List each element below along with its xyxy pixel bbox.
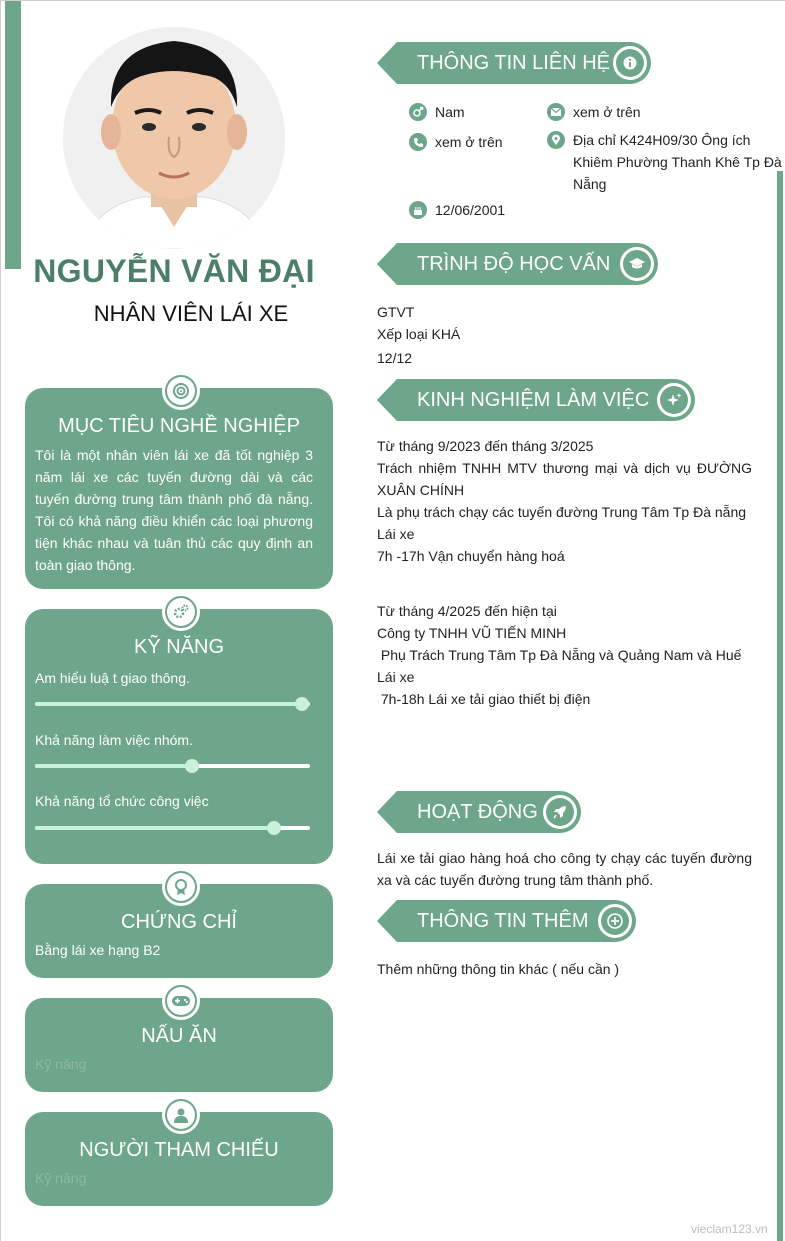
- contact-birthday: [409, 199, 505, 221]
- activities-text: Lái xe tải giao hàng hoá cho công ty chạy các tuyến đường xa và các tuyến đường trung tâm thành phố.: [377, 850, 752, 888]
- skill-fill: [35, 764, 192, 768]
- objective-title: MỤC TIÊU NGHỀ NGHIỆP: [58, 415, 300, 437]
- gamepad-icon: [162, 982, 200, 1020]
- skill-item: [35, 732, 325, 748]
- location-pin-icon: [547, 131, 565, 149]
- certificates-text: Bằng lái xe hạng B2: [35, 942, 161, 958]
- experience-job: [377, 600, 752, 710]
- skill-item: [35, 670, 325, 686]
- certificates-title: CHỨNG CHỈ: [121, 911, 237, 933]
- skills-title: KỸ NĂNG: [133, 636, 225, 658]
- activities-header: [377, 791, 581, 833]
- left-accent-bar: [5, 1, 21, 269]
- job-role: Lái xe: [377, 669, 415, 685]
- job-company: Công ty TNHH VŨ TIẾN MINH: [377, 625, 567, 641]
- skill-knob: [267, 821, 281, 835]
- phone-icon: [409, 133, 427, 151]
- gears-icon: [162, 593, 200, 631]
- rocket-icon: [541, 793, 579, 831]
- job-detail: 7h -17h Vận chuyển hàng hoá: [377, 548, 565, 564]
- contact-title: THÔNG TIN LIÊN HỆ: [417, 51, 610, 74]
- job-period: Từ tháng 4/2025 đến hiện tại: [377, 603, 557, 619]
- email-icon: [547, 103, 565, 121]
- job-duty: Phụ Trách Trung Tâm Tp Đà Nẵng và Quảng Nam và Huế: [377, 647, 742, 663]
- skill-item: [35, 793, 325, 809]
- education-line: 12/12: [377, 350, 413, 366]
- avatar: [63, 27, 285, 249]
- extra-text: Thêm những thông tin khác ( nếu cần ): [377, 961, 620, 977]
- job-detail: 7h-18h Lái xe tải giao thiết bị điện: [377, 691, 591, 707]
- education-line: GTVT: [377, 304, 415, 320]
- reference-title: NGƯỜI THAM CHIẾU: [79, 1139, 279, 1161]
- skill-label: Khả năng tổ chức công việc: [35, 793, 209, 809]
- experience-job: [377, 435, 752, 567]
- candidate-name: NGUYỄN VĂN ĐẠI: [33, 253, 315, 289]
- job-company: Trách nhiệm TNHH MTV thương mại và dịch vụ ĐƯỜNG XUÂN CHÍNH: [377, 460, 752, 498]
- hobby-text: Kỹ năng: [35, 1056, 87, 1072]
- skill-bar: [35, 826, 310, 830]
- contact-phone[interactable]: [409, 131, 503, 153]
- contact-header: [377, 42, 651, 84]
- experience-header: [377, 379, 695, 421]
- contact-email[interactable]: [547, 101, 641, 123]
- birthday-value: 12/06/2001: [435, 202, 506, 218]
- target-icon: [162, 372, 200, 410]
- contact-address: [547, 129, 785, 195]
- plus-circle-icon: [596, 902, 634, 940]
- award-icon: [162, 868, 200, 906]
- certificates-card: [25, 884, 333, 978]
- job-title: NHÂN VIÊN LÁI XE: [93, 301, 289, 326]
- objective-card: [25, 388, 333, 589]
- objective-text: Tôi là một nhân viên lái xe đã tốt nghiệp 3 năm lái xe các tuyến đường dài và các tuyến đường trung tâm thành phố đà nẵng. Tôi có khả năng điều khiển các loại phương tiện khác nhau và tuân thủ các quy định an toàn giao thông.: [35, 447, 313, 573]
- education-header: [377, 243, 658, 285]
- skill-bar: [35, 764, 310, 768]
- skill-fill: [35, 702, 302, 706]
- info-icon: [611, 44, 649, 82]
- education-line: Xếp loại KHÁ: [377, 326, 461, 342]
- reference-card: [25, 1112, 333, 1206]
- watermark: vieclam123.vn: [691, 1222, 768, 1236]
- gender-value: Nam: [435, 104, 465, 120]
- graduation-cap-icon: [618, 245, 656, 283]
- right-accent-bar: [777, 171, 783, 1241]
- extra-title: THÔNG TIN THÊM: [417, 909, 589, 932]
- skill-bar: [35, 702, 310, 706]
- extra-header: [377, 900, 636, 942]
- activities-title: HOẠT ĐỘNG: [417, 800, 538, 823]
- birthday-cake-icon: [409, 201, 427, 219]
- job-period: Từ tháng 9/2023 đến tháng 3/2025: [377, 438, 594, 454]
- skill-fill: [35, 826, 274, 830]
- email-value: xem ở trên: [573, 104, 641, 120]
- skill-knob: [295, 697, 309, 711]
- job-duty: Là phụ trách chạy các tuyến đường Trung Tâm Tp Đà nẵng: [377, 504, 747, 520]
- hobby-title: NẤU ĂN: [141, 1025, 217, 1047]
- experience-title: KINH NGHIỆM LÀM VIỆC: [417, 388, 650, 411]
- hobby-card: [25, 998, 333, 1092]
- skills-card: [25, 609, 333, 864]
- gender-icon: [409, 103, 427, 121]
- phone-value: xem ở trên: [435, 134, 503, 150]
- skill-knob: [185, 759, 199, 773]
- reference-text: Kỹ năng: [35, 1170, 87, 1186]
- contact-gender: [409, 101, 465, 123]
- education-title: TRÌNH ĐỘ HỌC VẤN: [417, 252, 611, 275]
- sparkles-icon: [655, 381, 693, 419]
- person-icon: [162, 1096, 200, 1134]
- skill-label: Khả năng làm việc nhóm.: [35, 732, 193, 748]
- skill-label: Am hiểu luậ t giao thông.: [35, 670, 190, 686]
- job-role: Lái xe: [377, 526, 415, 542]
- avatar-portrait: [63, 27, 285, 249]
- address-value: Địa chỉ K424H09/30 Ông ích Khiêm Phường Thanh Khê Tp Đà Nẵng: [573, 132, 782, 192]
